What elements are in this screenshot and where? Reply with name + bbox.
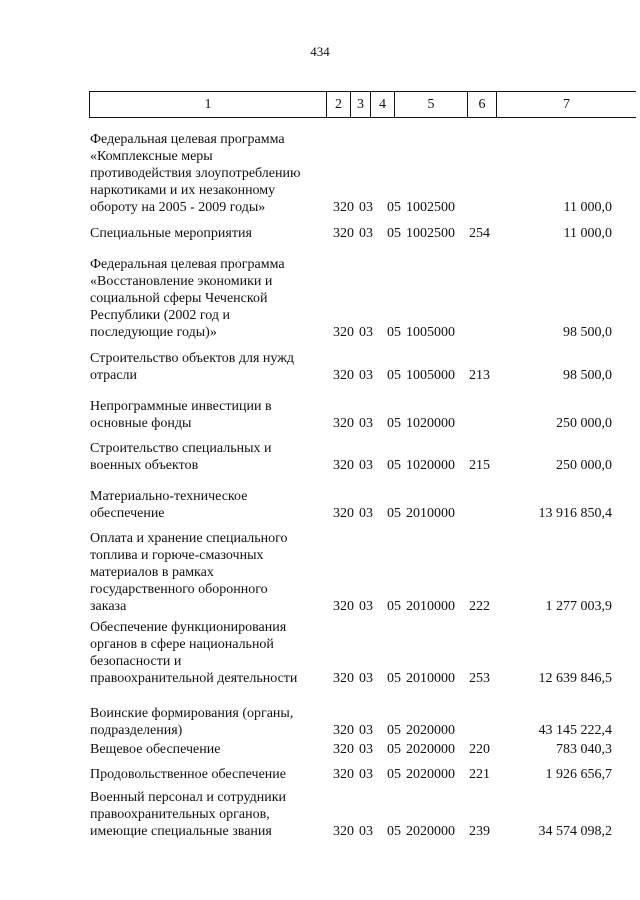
header-col-5: 5 (395, 92, 468, 117)
cell-section: 03 (359, 226, 373, 241)
cell-target-article: 1020000 (406, 416, 455, 431)
row-description (90, 488, 328, 522)
cell-chapter: 320 (333, 325, 354, 340)
cell-amount: 250 000,0 (556, 416, 612, 431)
row-description (90, 350, 328, 384)
table-row (0, 789, 640, 840)
description-line: Специальные мероприятия (90, 226, 252, 241)
description-line: последующие годы)» (90, 325, 217, 340)
cell-amount: 34 574 098,2 (538, 824, 612, 839)
cell-section: 03 (359, 671, 373, 686)
cell-target-article: 2010000 (406, 599, 455, 614)
cell-section: 03 (359, 458, 373, 473)
cell-chapter: 320 (333, 416, 354, 431)
description-line: отрасли (90, 368, 138, 383)
description-line: Оплата и хранение специального (90, 531, 288, 546)
cell-target-article: 2010000 (406, 506, 455, 521)
row-description (90, 705, 328, 739)
description-line: органов в сфере национальной (90, 637, 274, 652)
cell-chapter: 320 (333, 506, 354, 521)
table-row (0, 440, 640, 474)
description-line: правоохранительных органов, (90, 807, 270, 822)
cell-section: 03 (359, 824, 373, 839)
cell-section: 03 (359, 599, 373, 614)
header-col-4: 4 (371, 92, 395, 117)
table-row (0, 256, 640, 341)
cell-chapter: 320 (333, 599, 354, 614)
cell-amount: 783 040,3 (556, 742, 612, 757)
description-line: имеющие специальные звания (90, 824, 272, 839)
header-col-1: 1 (90, 92, 327, 117)
description-line: Строительство специальных и (90, 441, 272, 456)
cell-target-article: 1002500 (406, 200, 455, 215)
table-row (0, 131, 640, 216)
description-line: государственного оборонного (90, 582, 268, 597)
cell-chapter: 320 (333, 723, 354, 738)
description-line: Воинские формирования (органы, (90, 706, 294, 721)
row-description (90, 741, 328, 758)
description-line: заказа (90, 599, 127, 614)
cell-expense-type: 239 (469, 824, 490, 839)
description-line: подразделения) (90, 723, 183, 738)
cell-section: 03 (359, 506, 373, 521)
description-line: Федеральная целевая программа (90, 132, 285, 147)
cell-section: 03 (359, 767, 373, 782)
table-row (0, 766, 640, 783)
row-description (90, 619, 328, 687)
cell-target-article: 1005000 (406, 368, 455, 383)
description-line: правоохранительной деятельности (90, 671, 298, 686)
description-line: Обеспечение функционирования (90, 620, 287, 635)
cell-subsection: 05 (387, 723, 401, 738)
cell-subsection: 05 (387, 599, 401, 614)
description-line: «Комплексные меры (90, 149, 213, 164)
header-col-6: 6 (468, 92, 497, 117)
cell-subsection: 05 (387, 506, 401, 521)
cell-subsection: 05 (387, 671, 401, 686)
table-row (0, 225, 640, 242)
row-description (90, 440, 328, 474)
cell-expense-type: 253 (469, 671, 490, 686)
cell-subsection: 05 (387, 767, 401, 782)
cell-expense-type: 222 (469, 599, 490, 614)
cell-expense-type: 213 (469, 368, 490, 383)
table-row (0, 705, 640, 739)
description-line: основные фонды (90, 416, 192, 431)
cell-target-article: 2010000 (406, 671, 455, 686)
cell-expense-type: 221 (469, 767, 490, 782)
header-col-2: 2 (327, 92, 351, 117)
cell-section: 03 (359, 742, 373, 757)
cell-expense-type: 254 (469, 226, 490, 241)
cell-subsection: 05 (387, 416, 401, 431)
cell-chapter: 320 (333, 200, 354, 215)
cell-chapter: 320 (333, 742, 354, 757)
table-row (0, 350, 640, 384)
cell-expense-type: 220 (469, 742, 490, 757)
cell-amount: 1 926 656,7 (545, 767, 612, 782)
cell-section: 03 (359, 325, 373, 340)
row-description (90, 225, 328, 242)
description-line: «Восстановление экономики и (90, 274, 273, 289)
row-description (90, 398, 328, 432)
cell-amount: 13 916 850,4 (538, 506, 612, 521)
header-col-7: 7 (563, 97, 570, 112)
cell-chapter: 320 (333, 824, 354, 839)
description-line: Строительство объектов для нужд (90, 351, 295, 366)
cell-amount: 12 639 846,5 (538, 671, 612, 686)
description-line: топлива и горюче-смазочных (90, 548, 264, 563)
description-line: социальной сферы Чеченской (90, 291, 268, 306)
table-row (0, 530, 640, 615)
table-row (0, 619, 640, 687)
description-line: обороту на 2005 - 2009 годы» (90, 200, 266, 215)
description-line: материалов в рамках (90, 565, 214, 580)
cell-target-article: 2020000 (406, 824, 455, 839)
cell-target-article: 2020000 (406, 767, 455, 782)
cell-chapter: 320 (333, 671, 354, 686)
cell-section: 03 (359, 368, 373, 383)
description-line: Материально-техническое (90, 489, 248, 504)
cell-amount: 11 000,0 (563, 226, 612, 241)
cell-target-article: 1005000 (406, 325, 455, 340)
table-row (0, 488, 640, 522)
page-number: 434 (310, 44, 330, 59)
cell-amount: 98 500,0 (563, 325, 612, 340)
cell-section: 03 (359, 416, 373, 431)
description-line: противодействия злоупотреблению (90, 166, 301, 181)
header-col-3: 3 (351, 92, 371, 117)
cell-subsection: 05 (387, 458, 401, 473)
cell-section: 03 (359, 723, 373, 738)
description-line: Федеральная целевая программа (90, 257, 285, 272)
row-description (90, 766, 328, 783)
description-line: Непрограммные инвестиции в (90, 399, 272, 414)
cell-chapter: 320 (333, 226, 354, 241)
cell-chapter: 320 (333, 767, 354, 782)
cell-target-article: 1020000 (406, 458, 455, 473)
row-description (90, 789, 328, 840)
description-line: военных объектов (90, 458, 199, 473)
table-row (0, 398, 640, 432)
cell-amount: 250 000,0 (556, 458, 612, 473)
cell-amount: 1 277 003,9 (545, 599, 612, 614)
cell-expense-type: 215 (469, 458, 490, 473)
cell-subsection: 05 (387, 200, 401, 215)
description-line: Военный персонал и сотрудники (90, 790, 286, 805)
description-line: Продовольственное обеспечение (90, 767, 286, 782)
table-row (0, 741, 640, 758)
cell-target-article: 1002500 (406, 226, 455, 241)
cell-amount: 43 145 222,4 (538, 723, 612, 738)
description-line: обеспечение (90, 506, 165, 521)
cell-target-article: 2020000 (406, 723, 455, 738)
description-line: безопасности и (90, 654, 182, 669)
cell-section: 03 (359, 200, 373, 215)
description-line: Вещевое обеспечение (90, 742, 221, 757)
cell-chapter: 320 (333, 368, 354, 383)
cell-subsection: 05 (387, 368, 401, 383)
cell-subsection: 05 (387, 742, 401, 757)
cell-subsection: 05 (387, 226, 401, 241)
description-line: наркотиками и их незаконному (90, 183, 276, 198)
cell-target-article: 2020000 (406, 742, 455, 757)
cell-subsection: 05 (387, 824, 401, 839)
row-description (90, 256, 328, 341)
row-description (90, 530, 328, 615)
cell-amount: 98 500,0 (563, 368, 612, 383)
row-description (90, 131, 328, 216)
cell-chapter: 320 (333, 458, 354, 473)
cell-subsection: 05 (387, 325, 401, 340)
description-line: Республики (2002 год и (90, 308, 230, 323)
cell-amount: 11 000,0 (563, 200, 612, 215)
